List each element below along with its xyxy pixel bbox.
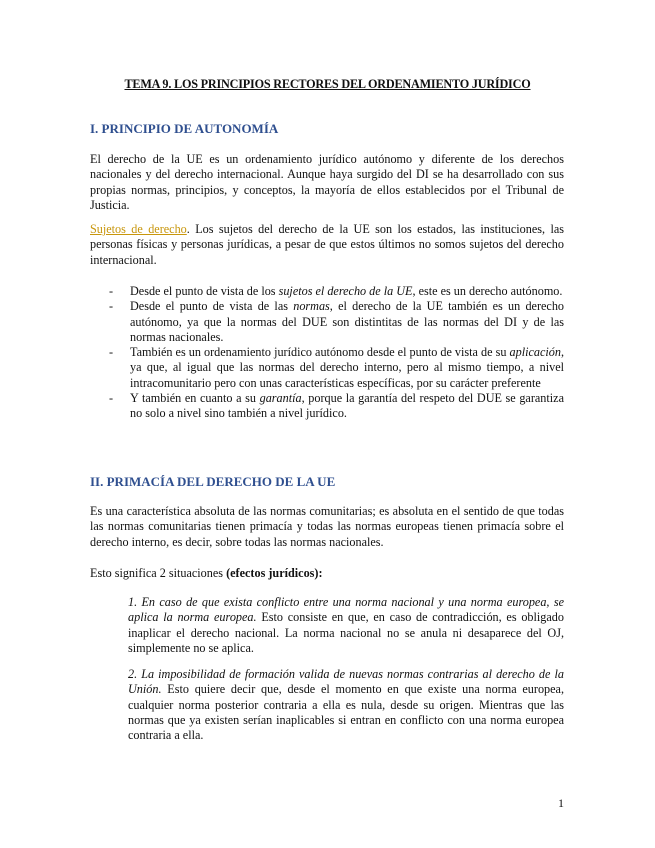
paragraph-point-2 — [128, 667, 564, 743]
paragraph-point-1 — [128, 595, 564, 656]
dash-bullet: - — [109, 284, 114, 298]
situaciones-bold: (efectos jurídicos): — [226, 566, 323, 580]
page-title: TEMA 9. LOS PRINCIPIOS RECTORES DEL ORDENAMIENTO JURÍDICO — [124, 77, 531, 91]
paragraph-primacia-intro: Es una característica absoluta de las normas comunitarias; es absoluta en el sentido de que todas las normas comunitarias tienen primacía y todas las normas europeas tienen primacía sobre el derecho interno, es decir, sobre todas las normas nacionales. — [90, 504, 564, 549]
bullet-text: , ya que, al igual que las normas del derecho interno, pero al mismo tiempo, a nivel intracomunitario pero con unas características específicas, por su carácter preferente — [130, 345, 564, 390]
bullet-text: , este es un derecho autónomo. — [412, 284, 563, 298]
section-heading-autonomia: I. PRINCIPIO DE AUTONOMÍA — [90, 121, 279, 136]
bullet-emphasis: aplicación — [509, 345, 561, 360]
point-1-text: Esto consiste en que, en caso de contradicción, es obligado inaplicar el derecho nacional. La norma nacional no se anula ni desaparece del OJ, simplemente no se aplica. — [128, 610, 564, 655]
list-item — [90, 284, 564, 299]
section-heading-primacia: II. PRIMACÍA DEL DERECHO DE LA UE — [90, 474, 336, 489]
point-1-emphasis: 1. En caso de que exista conflicto entre una norma nacional y una norma europea, se aplica la norma europea. — [128, 595, 564, 625]
bullet-emphasis: garantía — [259, 391, 302, 406]
bullet-text: Desde el punto de vista de las — [130, 299, 294, 314]
list-item — [90, 299, 564, 345]
bullet-emphasis: sujetos el derecho de la UE — [278, 284, 413, 298]
bullet-emphasis: normas — [293, 299, 330, 314]
dash-bullet: - — [109, 391, 114, 406]
paragraph-sujetos — [90, 222, 564, 268]
bullet-text: Y también en cuanto a su — [130, 391, 260, 406]
bullet-text: , el derecho de la UE también es un derecho autónomo, ya que la normas del DUE son distintitas de las normas del DI y de las normas nacionales. — [130, 299, 565, 344]
bullet-text: Desde el punto de vista de los — [130, 284, 279, 298]
paragraph-autonomia-intro: El derecho de la UE es un ordenamiento jurídico autónomo y diferente de los derechos nacionales y del derecho internacional. Aunque haya surgido del DI se ha desarrollado con sus propias normas, principios, y conceptos, la mayoría de ellos establecidos por el Tribunal de Justicia. — [90, 152, 564, 212]
bullet-text: También es un ordenamiento jurídico autónomo desde el punto de vista de su — [130, 345, 510, 360]
bullet-text: , porque la garantía del respeto del DUE se garantiza no solo a nivel sino también a nivel jurídico. — [130, 391, 564, 421]
list-item — [90, 345, 564, 391]
sujetos-text: . Los sujetos del derecho de la UE son los estados, las instituciones, las personas físicas y personas jurídicas, a pesar de que estos últimos no somos sujetos del derecho internacional. — [90, 222, 564, 267]
sujetos-link[interactable]: Sujetos de derecho — [90, 222, 187, 236]
list-item — [90, 391, 564, 422]
dash-bullet: - — [109, 299, 114, 314]
point-2-emphasis: 2. La imposibilidad de formación valida de nuevas normas contrarias al derecho de la Unión. — [128, 667, 564, 697]
page-number: 1 — [558, 796, 564, 810]
situaciones-text: Esto significa 2 situaciones — [90, 566, 227, 580]
autonomia-bullet-list — [90, 284, 564, 422]
paragraph-situaciones — [90, 566, 564, 581]
dash-bullet: - — [109, 345, 114, 360]
point-2-text: Esto quiere decir que, desde el momento en que existe una norma europea, cualquier norma posterior contraria a ella es nula, desde su origen. Mientras que las normas que ya existen serían inaplicables si entran en conflicto con una norma europea contraria a ella. — [128, 682, 564, 743]
